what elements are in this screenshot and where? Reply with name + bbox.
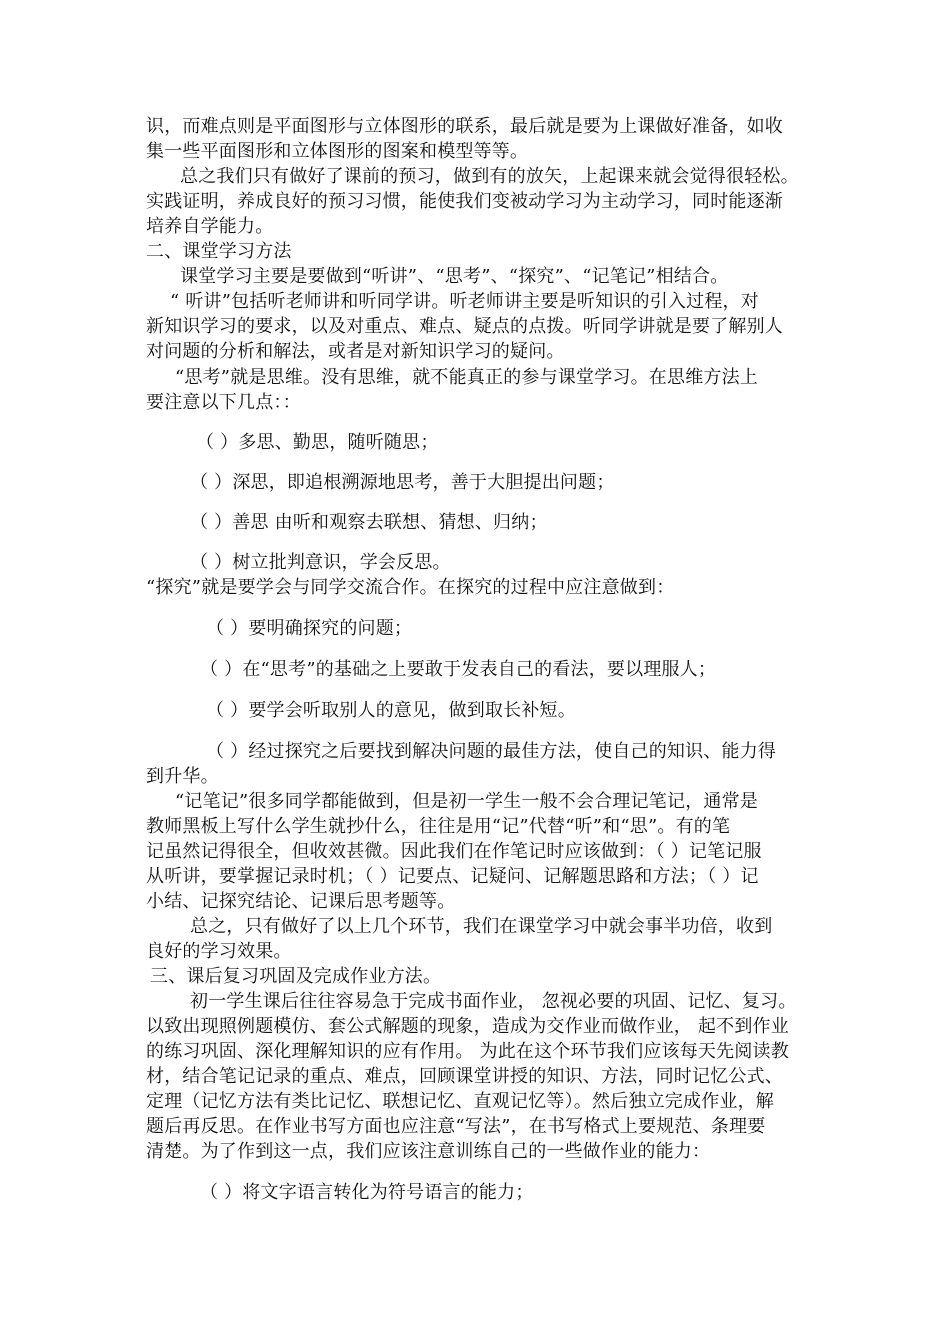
list-item: （ ）要明确探究的问题；: [206, 618, 413, 639]
section-heading: 二、课堂学习方法: [146, 241, 292, 262]
text-line: 培养自学能力。: [146, 216, 274, 237]
text-line: 要注意以下几点：：: [146, 392, 301, 413]
text-line: 新知识学习的要求，以及对重点、难点、疑点的点拨。听同学讲就是要了解别人: [146, 316, 783, 337]
list-item: （ ）深思，即追根溯源地思考，善于大胆提出问题；: [190, 472, 615, 493]
text-line: 初一学生课后往往容易急于完成书面作业， 忽视必要的巩固、记忆、复习。: [190, 991, 797, 1012]
text-line: 从听讲，要掌握记录时机；（ ）记要点、记疑问、记解题思路和方法；（ ）记: [146, 866, 759, 887]
text-line: 课堂学习主要是要做到“听讲”、“思考”、“探究”、“记笔记”相结合。: [180, 266, 729, 287]
list-item: （ ）多思、勤思，随听随思；: [196, 432, 439, 453]
text-line: “ 听讲”包括听老师讲和听同学讲。听老师讲主要是听知识的引入过程，对: [170, 291, 759, 312]
text-line: 小结、记探究结论、记课后思考题等。: [146, 891, 456, 912]
text-line: 教师黑板上写什么学生就抄什么，往往是用“记”代替“听”和“思”。有的笔: [146, 816, 731, 837]
list-item: （ ）要学会听取别人的意见，做到取长补短。: [206, 700, 576, 721]
text-line: “探究”就是要学会与同学交流合作。在探究的过程中应注意做到：: [146, 577, 675, 598]
text-line: 良好的学习效果。: [146, 941, 292, 962]
list-item: （ ）树立批判意识，学会反思。: [190, 552, 451, 573]
text-line: 定理（记忆方法有类比记忆、联想记忆、直观记忆等）。然后独立完成作业，解: [146, 1091, 774, 1112]
text-line: 总之我们只有做好了课前的预习，做到有的放矢，上起课来就会觉得很轻松。: [180, 166, 799, 187]
text-line: 到升华。: [146, 766, 219, 787]
text-line: 总之，只有做好了以上几个环节，我们在课堂学习中就会事半功倍，收到: [190, 916, 773, 937]
text-line: “记笔记”很多同学都能做到，但是初一学生一般不会合理记笔记，通常是: [175, 791, 759, 812]
text-line: 实践证明，养成良好的预习习惯，能使我们变被动学习为主动学习，同时能逐渐: [146, 191, 783, 212]
list-item: （ ）善思 由听和观察去联想、猜想、归纳；: [190, 512, 548, 533]
section-heading: 三、课后复习巩固及完成作业方法。: [150, 966, 442, 987]
text-line: 记虽然记得很全，但收效甚微。因此我们在作笔记时应该做到：（ ）记笔记服: [146, 841, 762, 862]
text-line: 对问题的分析和解法，或者是对新知识学习的疑问。: [146, 341, 565, 362]
text-line: 清楚。为了作到这一点，我们应该注意训练自己的一些做作业的能力：: [146, 1141, 711, 1162]
list-item: （ ）经过探究之后要找到解决问题的最佳方法，使自己的知识、能力得: [206, 741, 777, 762]
text-line: “思考”就是思维。没有思维，就不能真正的参与课堂学习。在思维方法上: [175, 367, 759, 388]
text-line: 题后再反思。在作业书写方面也应注意“写法”，在书写格式上要规范、条理要: [146, 1116, 766, 1137]
text-line: 识，而难点则是平面图形与立体图形的联系，最后就是要为上课做好准备，如收: [146, 116, 783, 137]
list-item: （ ）在“思考”的基础之上要敢于发表自己的看法，要以理服人；: [200, 659, 717, 680]
text-line: 的练习巩固、深化理解知识的应有作用。 为此在这个环节我们应该每天先阅读教: [146, 1041, 789, 1062]
text-line: 材，结合笔记记录的重点、难点，回顾课堂讲授的知识、方法，同时记忆公式、: [146, 1066, 783, 1087]
text-line: 以致出现照例题模仿、套公式解题的现象，造成为交作业而做作业， 起不到作业: [146, 1016, 789, 1037]
list-item: （ ）将文字语言转化为符号语言的能力；: [200, 1182, 534, 1203]
text-line: 集一些平面图形和立体图形的图案和模型等等。: [146, 141, 529, 162]
